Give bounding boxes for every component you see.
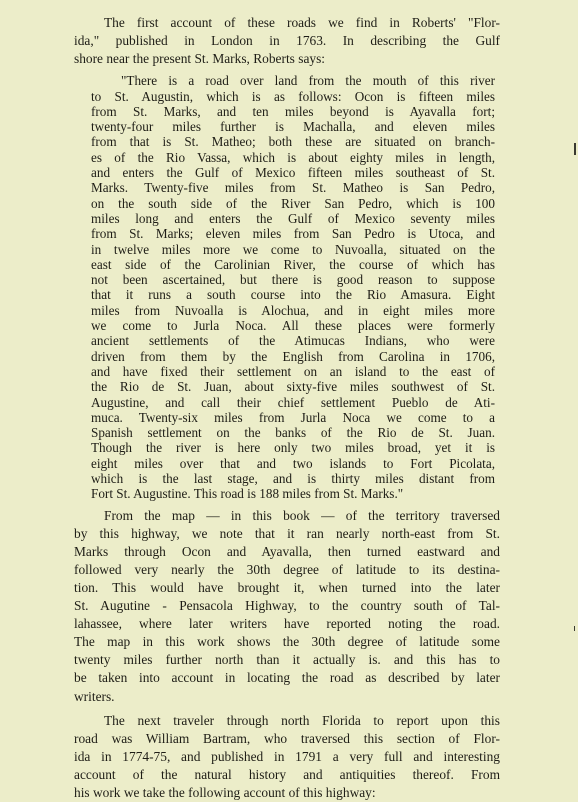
quote-line: that it runs a south course into the Rio Amasura. Eight xyxy=(91,287,495,303)
text-line: ida in 1774-75, and published in 1791 a very full and interesting xyxy=(74,748,500,764)
text-line: ida," published in London in 1763. In describing the Gulf xyxy=(74,33,500,49)
quote-line: on the south side of the River San Pedro, which is 100 xyxy=(91,195,495,211)
text-line: be taken into account in locating the road as described by later xyxy=(74,670,500,686)
text-line: road was William Bartram, who traversed this section of Flor- xyxy=(74,730,500,746)
margin-mark xyxy=(574,626,575,631)
quote-line: muca. Twenty-six miles from Jurla Noca we come to a xyxy=(91,409,495,425)
text-line: writers. xyxy=(74,688,115,704)
quote-line: not been ascertained, but there is good reason to suppose xyxy=(91,272,495,288)
quote-line: Fort St. Augustine. This road is 188 miles from St. Marks." xyxy=(91,486,404,502)
quote-line: from that is St. Matheo; both these are situated on branch- xyxy=(91,134,495,150)
quote-line: es of the Rio Vassa, which is about eighty miles in length, xyxy=(91,149,495,165)
roberts-quotation xyxy=(91,73,495,501)
quote-line: miles long and enters the Gulf of Mexico seventy miles xyxy=(91,210,495,226)
text-line: his work we take the following account of this highway: xyxy=(74,785,376,800)
quote-line: Augustine, and call their chief settlement Pueblo de Ati- xyxy=(91,394,495,410)
text-line: by this highway, we note that it ran nearly north-east from St. xyxy=(74,525,500,541)
text-line: account of the natural history and antiquities thereof. From xyxy=(74,766,500,782)
quote-line: in twelve miles more we come to Nuvoalla, situated on the xyxy=(91,241,495,257)
quote-line: the Rio de St. Juan, about sixty-five miles southwest of St. xyxy=(91,379,495,395)
quote-line: from St. Marks; eleven miles from San Pedro is Utoca, and xyxy=(91,226,495,242)
quote-line: eight miles over that and two islands to Fort Picolata, xyxy=(91,455,495,471)
text-line: St. Augutine - Pensacola Highway, to the country south of Tal- xyxy=(74,598,500,614)
quote-line: we come to Jurla Noca. All these places were formerly xyxy=(91,318,495,334)
text-line: The next traveler through north Florida to report upon this xyxy=(104,712,500,728)
quote-line: Though the river is here only two miles broad, yet it is xyxy=(91,440,495,456)
quote-line: Spanish settlement on the banks of the Rio de St. Juan. xyxy=(91,425,495,441)
quote-line: Marks. Twenty-five miles from St. Matheo is San Pedro, xyxy=(91,180,495,196)
text-line: The first account of these roads we find in Roberts' "Flor- xyxy=(104,15,500,30)
bartram-paragraph xyxy=(74,712,500,802)
text-line: From the map — in this book — of the territory traversed xyxy=(104,507,500,523)
text-line: tion. This would have brought it, when turned into the later xyxy=(74,579,500,595)
quote-line: ancient settlements of the Atimucas Indians, who were xyxy=(91,333,495,349)
quote-line: from St. Marks, and ten miles beyond is Ayavalla fort; xyxy=(91,103,495,119)
text-line: lahassee, where later writers have reported noting the road. xyxy=(74,616,500,632)
quote-line: and enters the Gulf of Mexico fifteen miles southeast of St. xyxy=(91,165,495,181)
quote-line: east side of the Carolinian River, the course of which has xyxy=(91,256,495,272)
intro-paragraph xyxy=(74,14,500,68)
text-line: The map in this work shows the 30th degree of latitude some xyxy=(74,634,500,650)
text-line: Marks through Ocon and Ayavalla, then turned eastward and xyxy=(74,543,500,559)
document-page xyxy=(74,14,500,802)
map-discussion-paragraph xyxy=(74,507,500,706)
quote-line: and have fixed their settlement on an island to the east of xyxy=(91,363,495,379)
text-line: shore near the present St. Marks, Roberts says: xyxy=(74,51,326,67)
quote-line: driven from them by the English from Carolina in 1706, xyxy=(91,348,495,364)
quote-line: miles from Nuvoalla is Alochua, and in eight miles more xyxy=(91,302,495,318)
quote-line: "There is a road over land from the mouth of this river xyxy=(121,73,495,89)
margin-mark xyxy=(574,143,576,155)
quote-line: which is the last stage, and is thirty miles distant from xyxy=(91,471,495,486)
text-line: followed very nearly the 30th degree of latitude to its destina- xyxy=(74,561,500,577)
quote-line: twenty-four miles further is Machalla, and eleven miles xyxy=(91,119,495,135)
quote-line: to St. Augustin, which is as follows: Ocon is fifteen miles xyxy=(91,88,495,104)
text-line: twenty miles further north than it actually is. and this has to xyxy=(74,652,500,668)
